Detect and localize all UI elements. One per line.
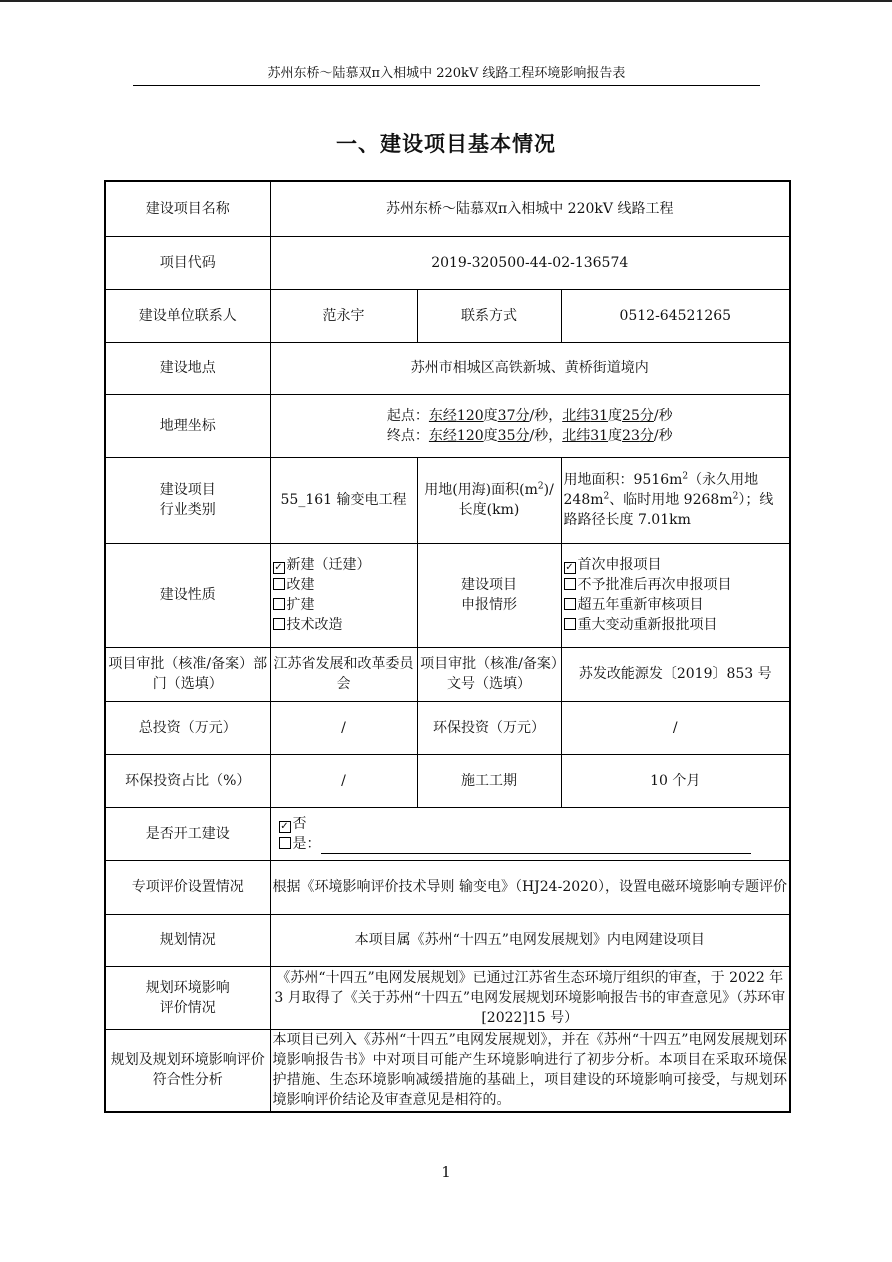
value-coordinates: [270, 394, 790, 457]
checkbox-started[interactable]: 是：: [279, 834, 788, 854]
value-env-investment: /: [561, 701, 790, 754]
checkbox-expand[interactable]: 扩建: [273, 595, 415, 615]
empty-box-icon: [564, 618, 576, 630]
row-contact: [105, 289, 790, 342]
checked-box-icon: ✓: [280, 820, 289, 832]
label-construction-nature: 建设性质: [105, 543, 270, 647]
checked-box-icon: ✓: [274, 562, 283, 573]
value-planning-eia: 《苏州“十四五”电网发展规划》已通过江苏省生态环境厅组织的审查，于 2022 年 3 月取得了《关于苏州“十四五”电网发展规划环境影响报告书的审查意见》（苏环审[2022]15 号）: [270, 966, 790, 1029]
label-industry-category: 建设项目 行业类别: [105, 457, 270, 543]
nature-options: [270, 543, 417, 647]
running-header: 苏州东桥～陆慕双π入相城中 220kV 线路工程环境影响报告表: [133, 62, 760, 86]
empty-box-icon: [279, 837, 291, 849]
label-contact: 建设单位联系人: [105, 289, 270, 342]
label-project-code: 项目代码: [105, 236, 270, 289]
value-special-evaluation: 根据《环境影响评价技术导则 输变电》（HJ24-2020），设置电磁环境影响专题评价: [270, 860, 790, 914]
section-title: 一、建设项目基本情况: [336, 132, 556, 156]
fill-in-line[interactable]: [321, 839, 751, 854]
label-special-evaluation: 专项评价设置情况: [105, 860, 270, 914]
row-investment: [105, 701, 790, 754]
checkbox-major-change[interactable]: 重大变动重新报批项目: [564, 615, 788, 635]
empty-box-icon: [564, 578, 576, 590]
label-contact-method: 联系方式: [417, 289, 561, 342]
row-location: [105, 342, 790, 394]
value-project-code: 2019-320500-44-02-136574: [270, 236, 790, 289]
checkbox-five-year-review[interactable]: 超五年重新审核项目: [564, 595, 788, 615]
label-land-area: 用地(用海)面积$(m^2)/$长度(km): [417, 457, 561, 543]
value-approval-doc: 苏发改能源发〔2019〕853 号: [561, 647, 790, 701]
row-planning-eia: [105, 966, 790, 1029]
label-compliance: 规划及规划环境影响评价符合性分析: [105, 1029, 270, 1112]
row-industry-category: [105, 457, 790, 543]
label-declare-situation: 建设项目 申报情形: [417, 543, 561, 647]
row-compliance: [105, 1029, 790, 1112]
label-planning: 规划情况: [105, 914, 270, 966]
started-options: [270, 807, 790, 860]
checkbox-tech-upgrade[interactable]: 技术改造: [273, 615, 415, 635]
empty-box-icon: [273, 578, 285, 590]
label-total-investment: 总投资（万元）: [105, 701, 270, 754]
checkbox-first-declare[interactable]: ✓ 首次申报项目: [565, 557, 662, 573]
value-planning: 本项目属《苏州“十四五”电网发展规划》内电网建设项目: [270, 914, 790, 966]
row-coordinates: [105, 394, 790, 457]
checkbox-new-build[interactable]: ✓ 新建（迁建）: [274, 557, 371, 573]
row-project-code: [105, 236, 790, 289]
value-contact-person: 范永宇: [270, 289, 417, 342]
value-land-area: 用地面积：$9516m^2$（永久用地$248m^2$、临时用地 $9268m^2$）；线路路径长度 7.01km: [561, 457, 790, 543]
row-approval: [105, 647, 790, 701]
page-number: 1: [441, 1163, 451, 1181]
label-approval-dept: 项目审批（核准/备案）部门（选填）: [105, 647, 270, 701]
checkbox-rebuild[interactable]: 改建: [273, 575, 415, 595]
row-project-name: [105, 181, 790, 236]
top-border-line: [0, 0, 892, 2]
value-location: 苏州市相城区高铁新城、黄桥街道境内: [270, 342, 790, 394]
checkbox-not-started[interactable]: ✓ 否: [280, 815, 307, 832]
value-industry-category: 55_161 输变电工程: [270, 457, 417, 543]
row-ratio: [105, 754, 790, 807]
value-contact-phone: 0512-64521265: [561, 289, 790, 342]
empty-box-icon: [273, 598, 285, 610]
value-env-ratio: /: [270, 754, 417, 807]
empty-box-icon: [273, 618, 285, 630]
value-total-investment: /: [270, 701, 417, 754]
row-construction-nature: [105, 543, 790, 647]
value-project-name: 苏州东桥～陆慕双π入相城中 220kV 线路工程: [270, 181, 790, 236]
label-location: 建设地点: [105, 342, 270, 394]
label-started: 是否开工建设: [105, 807, 270, 860]
value-approval-dept: 江苏省发展和改革委员会: [270, 647, 417, 701]
coord-end: 终点：东经120度35分/秒，北纬31度23分/秒: [386, 427, 673, 444]
value-compliance: 本项目已列入《苏州“十四五”电网发展规划》，并在《苏州“十四五”电网发展规划环境影响报告书》中对项目可能产生环境影响进行了初步分析。本项目在采取环境保护措施、生态环境影响减缓措施的基础上，项目建设的环境影响可接受，与规划环境影响评价结论及审查意见是相符的。: [270, 1029, 790, 1112]
label-project-name: 建设项目名称: [105, 181, 270, 236]
row-special-evaluation: [105, 860, 790, 914]
coord-start: 起点：东经120度37分/秒，北纬31度25分/秒: [386, 407, 673, 424]
label-coordinates: 地理坐标: [105, 394, 270, 457]
label-planning-eia: 规划环境影响 评价情况: [105, 966, 270, 1029]
label-env-investment: 环保投资（万元）: [417, 701, 561, 754]
value-construction-period: 10 个月: [561, 754, 790, 807]
label-env-ratio: 环保投资占比（%）: [105, 754, 270, 807]
row-started: [105, 807, 790, 860]
checkbox-redeclare[interactable]: 不予批准后再次申报项目: [564, 575, 788, 595]
empty-box-icon: [564, 598, 576, 610]
checked-box-icon: ✓: [565, 562, 574, 573]
project-info-table: [104, 180, 791, 1113]
label-approval-doc: 项目审批（核准/备案）文号（选填）: [417, 647, 561, 701]
label-construction-period: 施工工期: [417, 754, 561, 807]
declare-options: [561, 543, 790, 647]
row-planning: [105, 914, 790, 966]
